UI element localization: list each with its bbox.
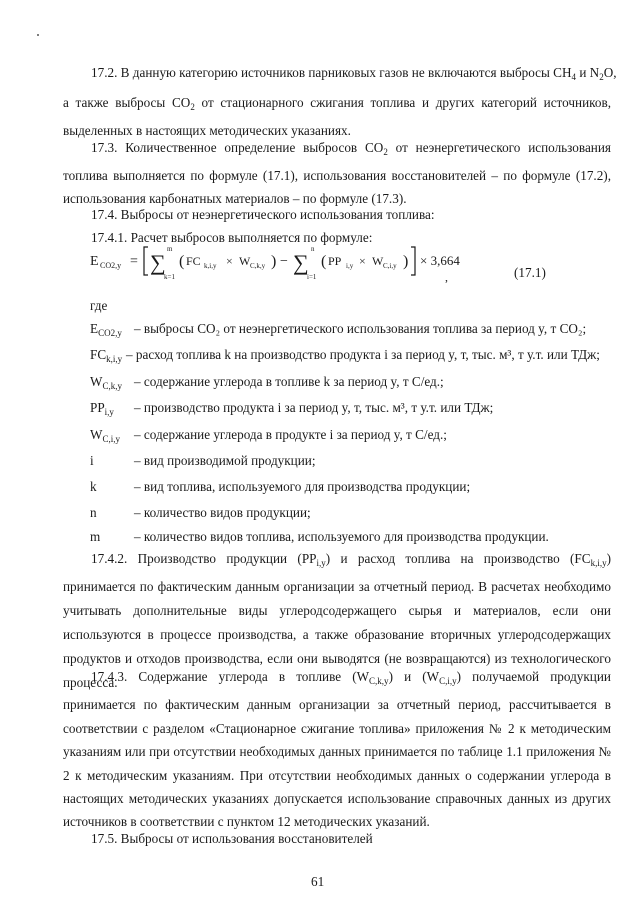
def-text-n: – количество видов продукции; bbox=[134, 505, 311, 520]
paragraph-17-5: 17.5. Выбросы от использования восстановителей bbox=[91, 831, 373, 846]
paragraph-17-4-2: 17.4.2. Производство продукции $(PP_{i,y})$ и расход топлива на производство $(FC_{k,i,y})$ принимается по фактическим данным организации за отчетный период. В расчетах необходимо учитывать дополнительные виды углеродсодержащего сырья и материалов, если они используются в процессе производства, а также образование вторичных углеродсодержащих продуктов и отходов производства, если они выводятся (не возвращаются) из технологического процесса. bbox=[63, 551, 611, 690]
def-text-k: – вид топлива, используемого для производства продукции; bbox=[134, 479, 471, 494]
def-text-eco2: – выбросы CO₂ от неэнергетического использования топлива за период y, т CO₂; bbox=[134, 321, 587, 336]
paragraph-17-2-line1: 17.2. В данную категорию источников парниковых газов не включаются выбросы $CH_4$ и $N_2O$, bbox=[91, 65, 617, 82]
term1-a: FC bbox=[186, 254, 201, 268]
term1-b-sub: C,k,y bbox=[250, 262, 266, 270]
term1-a-sub: k,i,y bbox=[204, 262, 217, 270]
term2-a-sub: i,y bbox=[346, 262, 354, 270]
def-symbol-eco2: $E_{CO2,y}$ bbox=[90, 321, 122, 338]
bracket-left bbox=[144, 247, 148, 275]
def-text-pp: – производство продукта i за период y, т, тыс. м³, т у.т. или ТДж; bbox=[134, 400, 494, 415]
sum2-top: n bbox=[311, 245, 315, 253]
equation-number: (17.1) bbox=[514, 265, 546, 280]
formula-comma: , bbox=[445, 270, 448, 284]
formula-lhs: E bbox=[90, 254, 99, 269]
sum2-bottom: i=1 bbox=[307, 273, 317, 281]
sum-sign-1: ∑ bbox=[150, 250, 166, 275]
formula-minus: − bbox=[280, 254, 288, 269]
def-text-wck: – содержание углерода в топливе k за период y, т С/ед.; bbox=[134, 374, 444, 389]
paragraph-17-2-rest: а также выбросы $CO_2$ от стационарного сжигания топлива и других категорий источников, выделенных в настоящих методических указаниях. bbox=[63, 95, 611, 138]
def-symbol-pp: $PP_{i,y}$ bbox=[90, 400, 114, 417]
sum1-top: m bbox=[167, 245, 173, 253]
paragraph-17-4-3: 17.4.3. Содержание углерода в топливе $(W_{C,k,y})$ и $(W_{C,i,y})$ получаемой продукции принимается по фактическим данным организации за отчетный период, рассчитывается в соответствии с разделом «Стационарное сжигание топлива» приложения № 2 к методическим указаниям или при отсутствии необходимых данных принимается по таблице 1.1 приложения № 2 к методическим указаниям. При отсутствии необходимых данных о содержании углерода в настоящих методических указаниях допускается использование справочных данных из других источников в соответствии с пунктом 12 методических указаний. bbox=[63, 669, 611, 830]
bracket-right bbox=[411, 247, 415, 275]
def-symbol-k: k bbox=[90, 479, 97, 494]
formula-factor: × 3,664 bbox=[420, 253, 460, 268]
def-symbol-wck: $W_{C,k,y}$ bbox=[90, 374, 122, 391]
paragraph-17-3: 17.3. Количественное определение выбросов $CO_2$ от неэнергетического использования топлива выполняется по формуле (17.1), использования восстановителей – по формуле (17.2), использования карбонатных материалов – по формуле (17.3). bbox=[63, 140, 611, 206]
sum1-bottom: k=1 bbox=[164, 273, 175, 281]
def-symbol-i: i bbox=[90, 453, 94, 468]
term1-b: W bbox=[239, 254, 251, 268]
term2-a: PP bbox=[328, 254, 342, 268]
def-symbol-m: m bbox=[90, 529, 101, 544]
term2-b-sub: C,i,y bbox=[383, 262, 397, 270]
paren-open-1: ( bbox=[179, 253, 185, 270]
where-label: где bbox=[90, 298, 108, 313]
def-text-wci: – содержание углерода в продукте i за период y, т С/ед.; bbox=[134, 427, 447, 442]
def-text-fc: – расход топлива k на производство продукта i за период y, т, тыс. м³, т у.т. или ТДж; bbox=[126, 347, 600, 362]
times-2: × bbox=[359, 254, 366, 268]
paragraph-17-4-1: 17.4.1. Расчет выбросов выполняется по формуле: bbox=[91, 230, 373, 245]
times-1: × bbox=[226, 254, 233, 268]
formula-lhs-sub: CO2,y bbox=[100, 261, 122, 270]
paren-close-1: ) bbox=[271, 253, 277, 270]
def-symbol-wci: $W_{C,i,y}$ bbox=[90, 427, 120, 444]
def-text-m: – количество видов топлива, используемого для производства продукции. bbox=[134, 529, 549, 544]
def-text-i: – вид производимой продукции; bbox=[134, 453, 316, 468]
paragraph-17-4: 17.4. Выбросы от неэнергетического использования топлива: bbox=[91, 207, 435, 222]
sum-sign-2: ∑ bbox=[293, 250, 309, 275]
formula-eq: = bbox=[130, 254, 138, 269]
term2-b: W bbox=[372, 254, 384, 268]
def-symbol-n: n bbox=[90, 505, 97, 520]
scan-speck bbox=[37, 34, 39, 36]
paren-open-2: ( bbox=[321, 253, 327, 270]
page-number: 61 bbox=[311, 874, 325, 889]
paren-close-2: ) bbox=[403, 253, 409, 270]
def-symbol-fc: $FC_{k,i,y}$ bbox=[90, 347, 123, 364]
